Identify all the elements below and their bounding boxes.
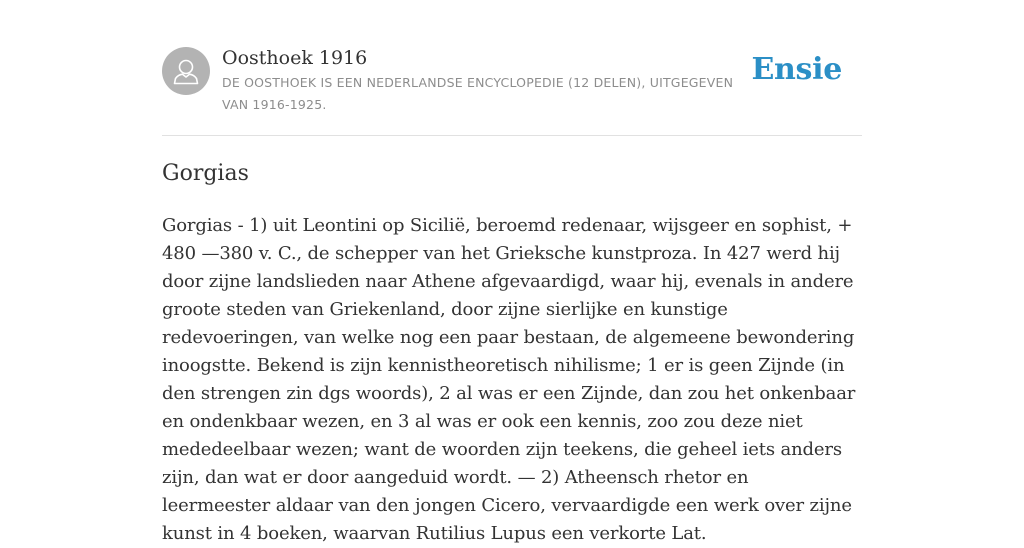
entry-title: Gorgias [162,161,249,186]
source-info [222,46,762,116]
source-description: DE OOSTHOEK IS EEN NEDERLANDSE ENCYCLOPEDIE (12 DELEN), UITGEGEVEN VAN 1916-1925. [222,75,734,112]
user-avatar-icon[interactable] [162,47,210,95]
entry-body: Gorgias - 1) uit Leontini op Sicilië, beroemd redenaar, wijsgeer en sophist, + 480 —380 v. C., de schepper van het Grieksche kunstproza. In 427 werd hij door zijne landslieden naar Athene afgevaardigd, waar hij, evenals in andere groote steden van Griekenland, door zijne sierlijke en kunstige redevoeringen, van welke nog een paar bestaan, de algemeene bewondering inoogstte. Bekend is zijn kennistheoretisch nihilisme; 1 er is geen Zijnde (in den strengen zin dgs woords), 2 al was er een Zijnde, dan zou het onkenbaar en ondenkbaar wezen, en 3 al was er ook een kennis, zoo zou deze niet mededeelbaar wezen; want de woorden zijn teekens, die geheel iets anders zijn, dan wat er door aangeduid wordt. — 2) Atheensch rhetor en leermeester aldaar van den jongen Cicero, vervaardigde een werk over zijne kunst in 4 boeken, waarvan Rutilius Lupus een verkorte Lat. [162,215,856,544]
source-name[interactable]: Oosthoek 1916 [222,47,368,69]
brand-logo[interactable]: Ensie [751,52,842,87]
source-header [162,46,862,136]
